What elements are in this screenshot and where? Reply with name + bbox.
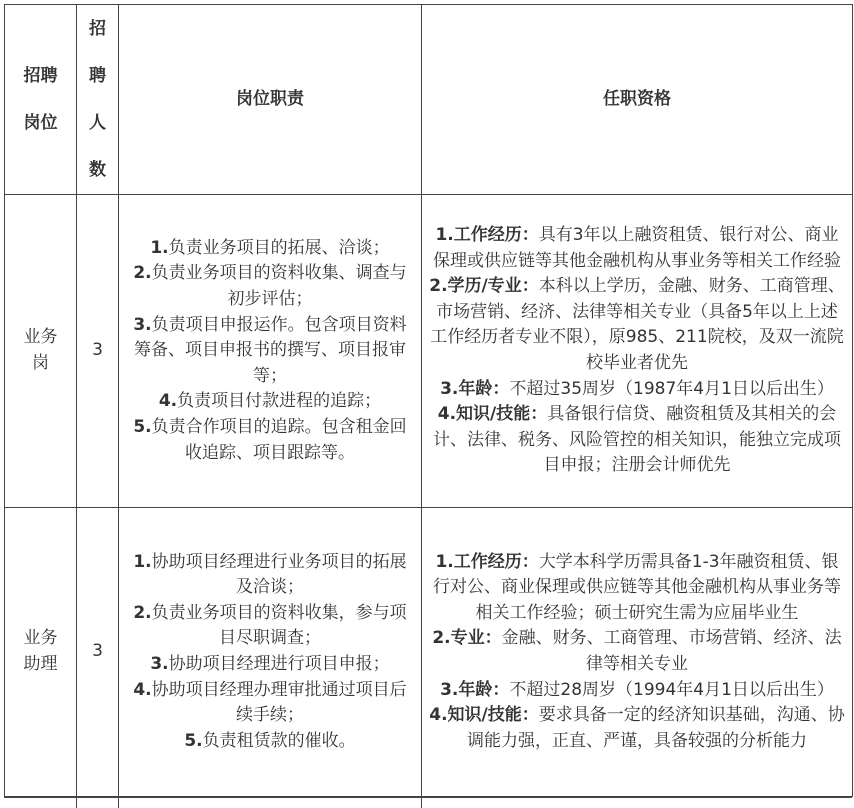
header-duties: 岗位职责: [119, 5, 422, 195]
duty-item: 1.协助项目经理进行业务项目的拓展及洽谈；: [133, 551, 407, 598]
position-name: 业务 岗: [5, 195, 77, 508]
position-name: 业务 助理: [5, 508, 77, 797]
header-position: 招聘 岗位: [5, 5, 77, 195]
duty-item: 5.负责合作项目的追踪。包含租金回收追踪、项目跟踪等。: [133, 416, 407, 463]
header-requirements: 任职资格: [422, 5, 853, 195]
requirements-cell: [422, 195, 853, 508]
duties-cell: [119, 508, 422, 797]
headcount-value: 3: [77, 508, 119, 797]
requirement-item: 2.专业：金融、财务、工商管理、市场营销、经济、法律等相关专业: [432, 628, 842, 674]
duty-item: 5.负责租赁款的催收。: [184, 730, 356, 751]
requirement-item: 4.知识/技能：要求具备一定的经济知识基础，沟通、协调能力强，正直、严谨，具备较强的分析能力: [429, 705, 845, 751]
table-row: [5, 508, 853, 797]
duty-item: 2.负责业务项目的资料收集、调查与初步评估；: [133, 263, 407, 310]
duties-cell: [119, 195, 422, 508]
requirement-item: 1.工作经历：具有3年以上融资租赁、银行对公、商业保理或供应链等其他金融机构从事业务等相关工作经验: [433, 225, 841, 271]
next-row-border: [4, 797, 852, 808]
duty-item: 3.协助项目经理进行项目申报；: [150, 654, 390, 674]
requirement-item: 2.学历/专业：本科以上学历，金融、财务、工商管理、市场营销、经济、法律等相关专业（具备5年以上上述工作经历者专业不限），原985、211院校，及双一流院校毕业者优先: [429, 276, 845, 373]
duty-item: 3.负责项目申报运作。包含项目资料筹备、项目申报书的撰写、项目报审等；: [133, 314, 407, 386]
requirement-item: 4.知识/技能：具备银行信贷、融资租赁及其相关的会计、法律、税务、风险管控的相关知识，能独立完成项目申报；注册会计师优先: [433, 404, 841, 476]
recruitment-table: [4, 4, 853, 797]
duty-item: 4.负责项目付款进程的追踪；: [158, 391, 382, 412]
requirement-item: 3.年龄：不超过28周岁（1994年4月1日以后出生）: [440, 679, 834, 700]
duty-item: 2.负责业务项目的资料收集，参与项目尽职调查；: [133, 602, 407, 649]
header-headcount: 招 聘 人 数: [77, 5, 119, 195]
duty-item: 1.负责业务项目的拓展、洽谈；: [150, 237, 390, 258]
requirement-item: 1.工作经历：大学本科学历需具备1-3年融资租赁、银行对公、商业保理或供应链等其他金融机构从事业务等相关工作经验；硕士研究生需为应届毕业生: [433, 551, 841, 623]
header-row: [5, 5, 853, 195]
table-row: [5, 195, 853, 508]
requirement-item: 3.年龄：不超过35周岁（1987年4月1日以后出生）: [440, 378, 834, 399]
duty-item: 4.协助项目经理办理审批通过项目后续手续；: [133, 679, 407, 726]
requirements-cell: [422, 508, 853, 797]
headcount-value: 3: [77, 195, 119, 508]
